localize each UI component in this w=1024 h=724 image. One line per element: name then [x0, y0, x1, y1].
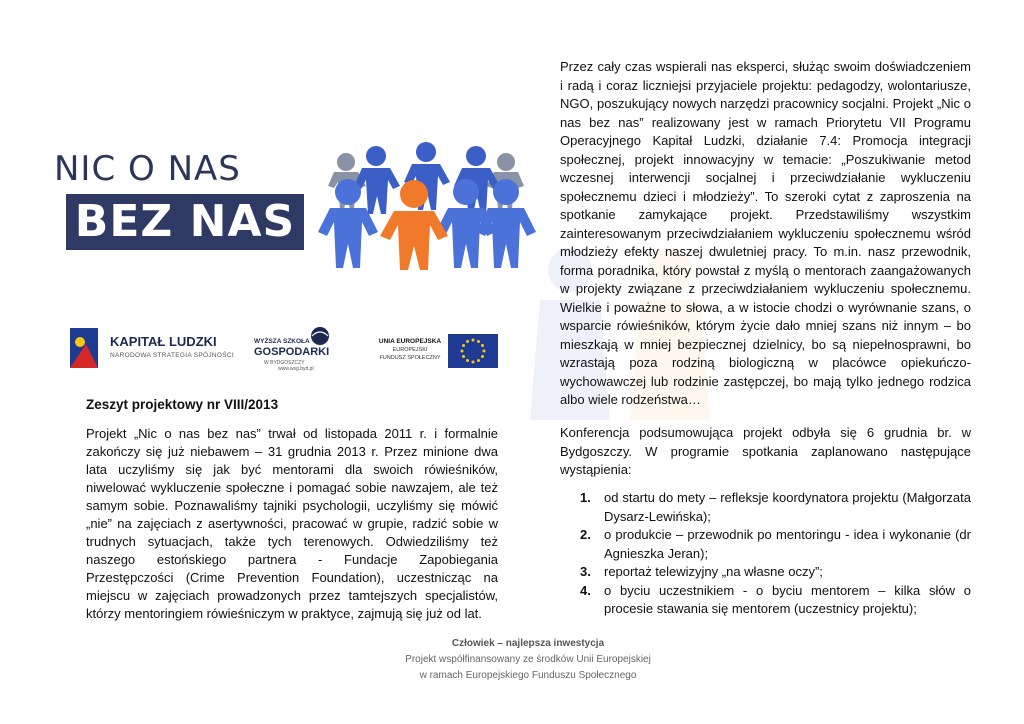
issue-heading: Zeszyt projektowy nr VIII/2013: [86, 397, 279, 412]
kapital-ludzki-emblem-icon: [66, 324, 102, 372]
list-item: [580, 526, 971, 563]
ue-line-1: UNIA EUROPEJSKA: [378, 338, 442, 345]
footer-line-2: Projekt współfinansowany ze środków Unii Europejskiej: [405, 654, 651, 665]
wsg-globe-icon: [308, 326, 332, 346]
people-circle-image: [316, 140, 536, 270]
unia-europejska-logo: [372, 334, 498, 368]
right-paragraph-2: Konferencja podsumowująca projekt odbyła się 6 grudnia br. w Bydgoszczy. W programie spotkania zaplanowano następujące wystąpienia:: [560, 425, 971, 477]
list-item: [580, 582, 971, 619]
list-number: 3.: [580, 564, 591, 579]
list-text: od startu do mety – refleksje koordynatora projektu (Małgorzata Dysarz-Lewińska);: [604, 490, 971, 524]
footer: [300, 636, 756, 684]
list-number: 2.: [580, 527, 591, 542]
wsg-line-1: WYŻSZA SZKOŁA: [254, 338, 310, 345]
kapital-ludzki-subtitle: NARODOWA STRATEGIA SPÓJNOŚCI: [110, 352, 234, 359]
list-item: [580, 563, 971, 582]
presentation-list: [580, 489, 971, 619]
list-number: 1.: [580, 490, 591, 505]
ue-line-2: EUROPEJSKI: [392, 347, 428, 353]
list-text: o byciu uczestnikiem - o byciu mentorem – kilka słów o procesie stawania się mentorem (uczestnicy projektu);: [604, 582, 971, 616]
logo-line-1: NIC O NAS: [54, 149, 241, 189]
list-item: [580, 489, 971, 526]
eu-flag-icon: [448, 334, 498, 368]
wsg-line-3: W BYDGOSZCZY: [264, 360, 305, 366]
footer-line-3: w ramach Europejskiego Funduszu Społecznego: [419, 670, 637, 681]
wsg-line-2: GOSPODARKI: [254, 346, 330, 358]
wyzsza-szkola-gospodarki-logo: [248, 326, 348, 374]
project-logo: [54, 149, 296, 247]
right-paragraph-1: Przez cały czas wspierali nas eksperci, służąc swoim doświadczeniem i radą i coraz liczniejsi przyjaciele projektu: pedagodzy, wolontariusze, NGO, poszukujący nowych narzędzi pracownicy socjalni. Projekt „Nic o nas bez nas” realizowany jest w ramach Priorytetu VII Programu Operacyjnego Kapitał Ludzki, działanie 7.4: Promocja integracji społecznej, projekt innowacyjny w temacie: „Poszukiwanie metod wczesnej interwencji socjalnej i przeciwdziałanie wykluczeniu społecznemu dzieci i młodzieży”. To szeroki cytat z zaproszenia na spotkanie zamykające projekt. Przedstawiliśmy wszystkim zainteresowanym przeciwdziałaniem wykluczeniu społecznemu wśród młodzieży efekty naszej dwuletniej pracy. To m.in. nasz przewodnik, forma poradnika, który powstał z myślą o mentorach zaangażowanych w projekty związane z przeciwdziałaniem wykluczeniu społecznemu. Wielkie i poważne to słowa, a w istocie chodzi o wyrównanie szans, o wsparcie rówieśników, którym życie dało mniej szans niż innym – bo mieszkają w mniej bezpiecznej dzielnicy, bo są niepełnosprawni, bo wzrastają poza rodziną biologiczną w placówce opiekuńczo-wychowawczej lub rodzinie zastępczej, bo mają tylko jednego rodzica albo wiele rodzeństwa…: [560, 59, 971, 407]
list-text: o produkcie – przewodnik po mentoringu - idea i wykonanie (dr Agnieszka Jeran);: [604, 527, 971, 561]
list-number: 4.: [580, 582, 591, 598]
ue-line-3: FUNDUSZ SPOŁECZNY: [379, 355, 441, 361]
footer-slogan: Człowiek – najlepsza inwestycja: [451, 638, 605, 649]
list-text: reportaż telewizyjny „na własne oczy”;: [604, 564, 823, 579]
logo-line-2: BEZ NAS: [66, 194, 304, 250]
kapital-ludzki-logo: [66, 320, 236, 376]
wsg-line-4: www.wsg.byd.pl: [278, 366, 314, 372]
kapital-ludzki-title: KAPITAŁ LUDZKI: [110, 334, 217, 349]
left-paragraph: Projekt „Nic o nas bez nas” trwał od listopada 2011 r. i formalnie zakończy się już niebawem – 31 grudnia 2013 r. Przez minione dwa lata uczyliśmy się jak być mentorami dla swoich rówieśników, niwelować wykluczenie społeczne i pomagać sobie nawzajem, ale też samym sobie. Poznawaliśmy tajniki psychologii, uczyliśmy się mówić „nie” na zajęciach z asertywności, pracować w grupie, radzić sobie w trudnych sytuacjach, także tych terenowych. Odwiedziliśmy też naszego estońskiego partnera - Fundacje Zapobiegania Przestępczości (Crime Prevention Foundation), uczestnicząc na miejscu w zajęciach prowadzonych przez tamtejszych specjalistów, którzy mentoringiem rówieśniczym w praktyce, zajmują się już od lat.: [86, 426, 498, 621]
